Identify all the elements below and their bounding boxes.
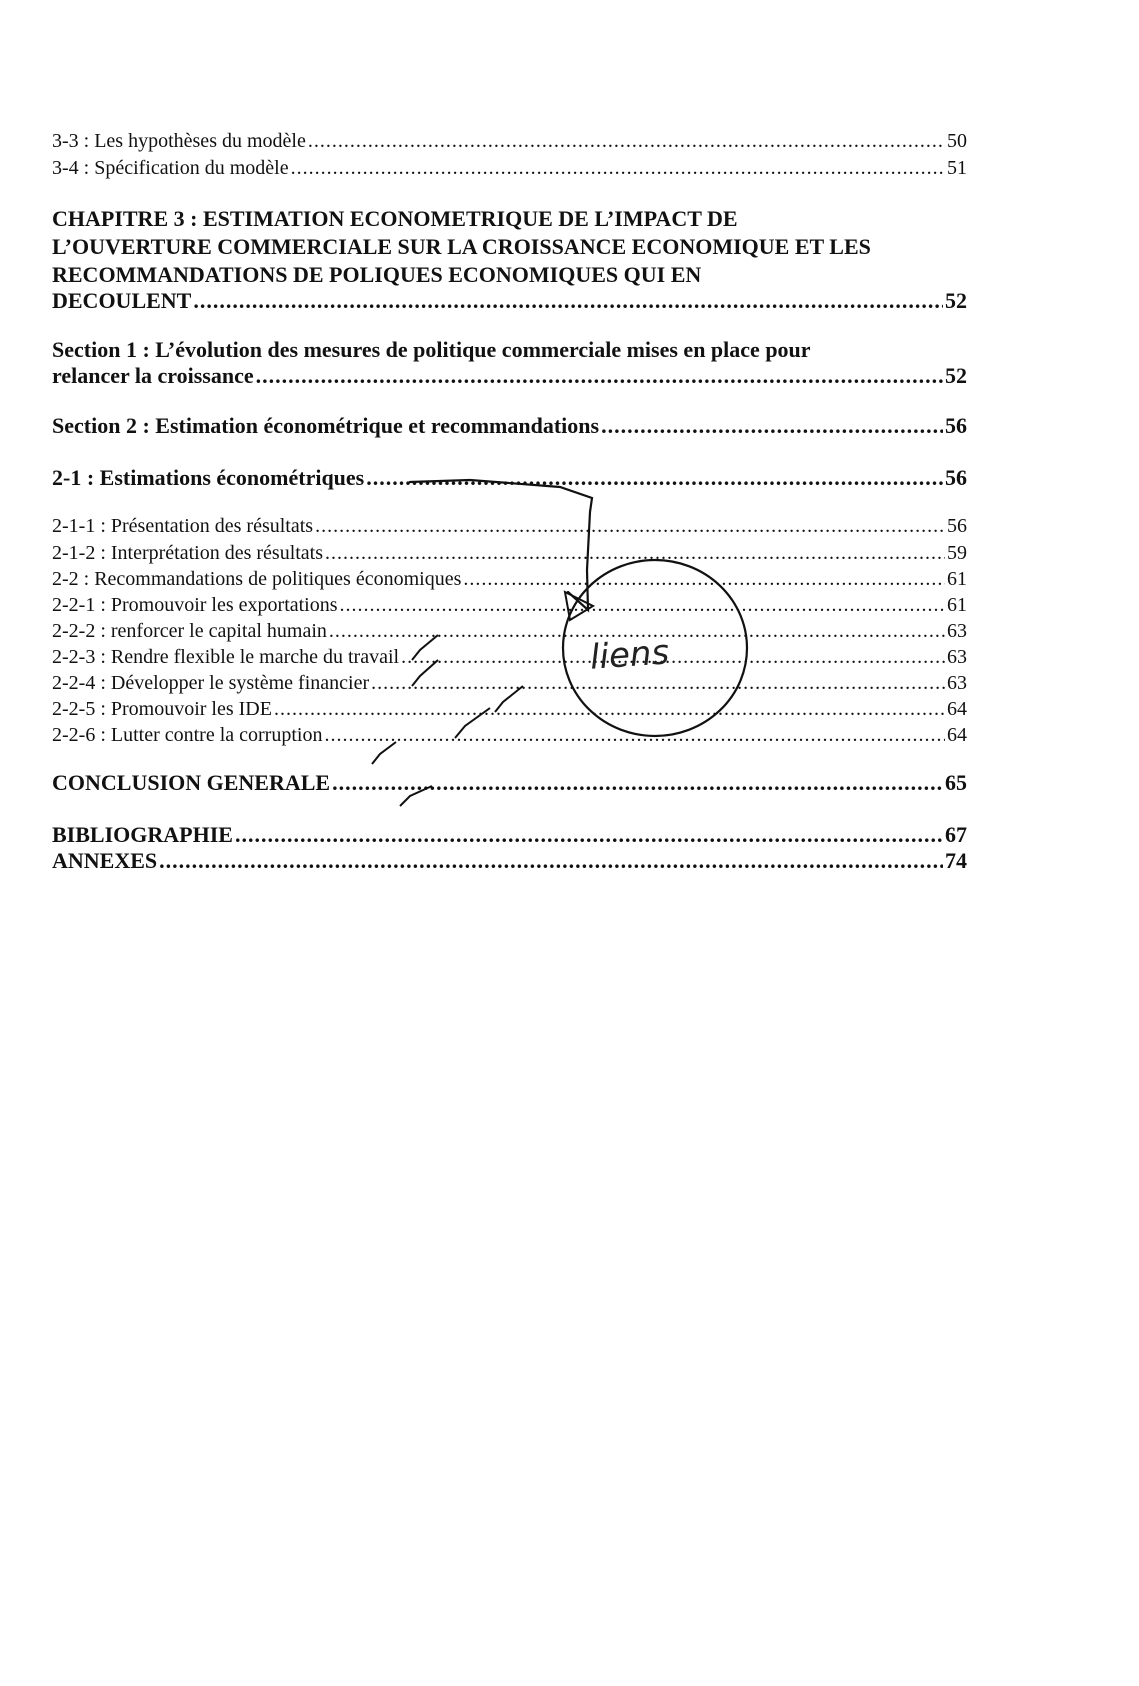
dot-leader — [332, 770, 943, 796]
toc-entry-label: 2-2 : Recommandations de politiques économiques — [52, 568, 462, 590]
toc-page-number: 51 — [947, 157, 967, 179]
toc-entry-3-4 — [52, 157, 967, 180]
toc-entry-label: 2-2-2 : renforcer le capital humain — [52, 620, 327, 642]
toc-entry-label: DECOULENT — [52, 288, 192, 313]
toc-entry-label: 2-2-6 : Lutter contre la corruption — [52, 724, 323, 746]
dot-leader — [235, 822, 943, 848]
toc-entry-2-2-5 — [52, 698, 967, 721]
toc-page-number: 65 — [945, 770, 967, 795]
toc-entry-label: 2-2-5 : Promouvoir les IDE — [52, 698, 272, 720]
toc-page-number: 67 — [945, 822, 967, 847]
dot-leader — [324, 724, 945, 747]
toc-page-number: 64 — [947, 698, 967, 720]
toc-entry-label: 2-2-4 : Développer le système financier — [52, 672, 370, 694]
dot-leader — [159, 848, 943, 874]
dot-leader — [274, 698, 945, 721]
toc-page-number: 59 — [947, 542, 967, 564]
toc-entry-2-1 — [52, 465, 967, 491]
toc-entry-section-2 — [52, 413, 967, 439]
toc-page-number: 52 — [945, 288, 967, 313]
toc-entry-2-2-1 — [52, 594, 967, 617]
toc-entry-label: 2-2-3 : Rendre flexible le marche du travail — [52, 646, 400, 668]
toc-entry-2-2-6 — [52, 724, 967, 747]
toc-entry-2-1-2 — [52, 542, 967, 565]
toc-page-number: 56 — [945, 465, 967, 490]
toc-entry-bibliography — [52, 822, 967, 848]
chapter-heading-line: CHAPITRE 3 : ESTIMATION ECONOMETRIQUE DE L’IMPACT DE — [52, 206, 738, 231]
toc-page-number: 61 — [947, 568, 967, 590]
toc-page-number: 50 — [947, 130, 967, 152]
handwritten-note: liens — [588, 632, 671, 678]
chapter-heading-line: RECOMMANDATIONS DE POLIQUES ECONOMIQUES QUI EN — [52, 262, 702, 287]
toc-entry-label: Section 2 : Estimation économétrique et recommandations — [52, 413, 600, 438]
toc-entry-3-3 — [52, 130, 967, 153]
toc-page-number: 56 — [947, 515, 967, 537]
dot-leader — [291, 157, 945, 180]
dot-leader — [366, 465, 943, 491]
dot-leader — [601, 413, 943, 439]
toc-page-number: 64 — [947, 724, 967, 746]
dot-leader — [308, 130, 945, 153]
section-heading-line: Section 1 : L’évolution des mesures de politique commerciale mises en place pour — [52, 337, 811, 362]
toc-entry-label: BIBLIOGRAPHIE — [52, 822, 233, 847]
dot-leader — [463, 568, 945, 591]
dot-leader — [325, 542, 945, 565]
toc-entry-label: relancer la croissance — [52, 363, 254, 388]
dot-leader — [401, 646, 945, 669]
chapter-heading-line: L’OUVERTURE COMMERCIALE SUR LA CROISSANCE ECONOMIQUE ET LES — [52, 234, 871, 259]
toc-entry-chapter-3 — [52, 288, 967, 314]
toc-page-number: 74 — [945, 848, 967, 873]
toc-entry-label: ANNEXES — [52, 848, 158, 873]
toc-entry-label: 2-1-2 : Interprétation des résultats — [52, 542, 324, 564]
section-1-heading — [52, 336, 967, 364]
toc-entry-2-2 — [52, 568, 967, 591]
toc-page-number: 63 — [947, 620, 967, 642]
toc-entry-label: CONCLUSION GENERALE — [52, 770, 331, 795]
dot-leader — [340, 594, 945, 617]
dot-leader — [256, 363, 943, 389]
toc-page-number: 63 — [947, 672, 967, 694]
toc-entry-label: 2-1-1 : Présentation des résultats — [52, 515, 314, 537]
toc-entry-label: 2-2-1 : Promouvoir les exportations — [52, 594, 338, 616]
toc-entry-2-2-3 — [52, 646, 967, 669]
toc-entry-conclusion — [52, 770, 967, 796]
toc-entry-label: 2-1 : Estimations économétriques — [52, 465, 365, 490]
chapter-3-heading — [52, 205, 967, 289]
toc-entry-label: 3-4 : Spécification du modèle — [52, 157, 289, 179]
toc-entry-annexes — [52, 848, 967, 874]
toc-entry-label: 3-3 : Les hypothèses du modèle — [52, 130, 306, 152]
toc-entry-section-1 — [52, 363, 967, 389]
toc-entry-2-2-4 — [52, 672, 967, 695]
toc-entry-2-2-2 — [52, 620, 967, 643]
toc-page-number: 61 — [947, 594, 967, 616]
toc-page-number: 56 — [945, 413, 967, 438]
toc-entry-2-1-1 — [52, 515, 967, 538]
dot-leader — [193, 288, 943, 314]
toc-page-number: 52 — [945, 363, 967, 388]
toc-page-number: 63 — [947, 646, 967, 668]
dot-leader — [371, 672, 945, 695]
dot-leader — [315, 515, 945, 538]
